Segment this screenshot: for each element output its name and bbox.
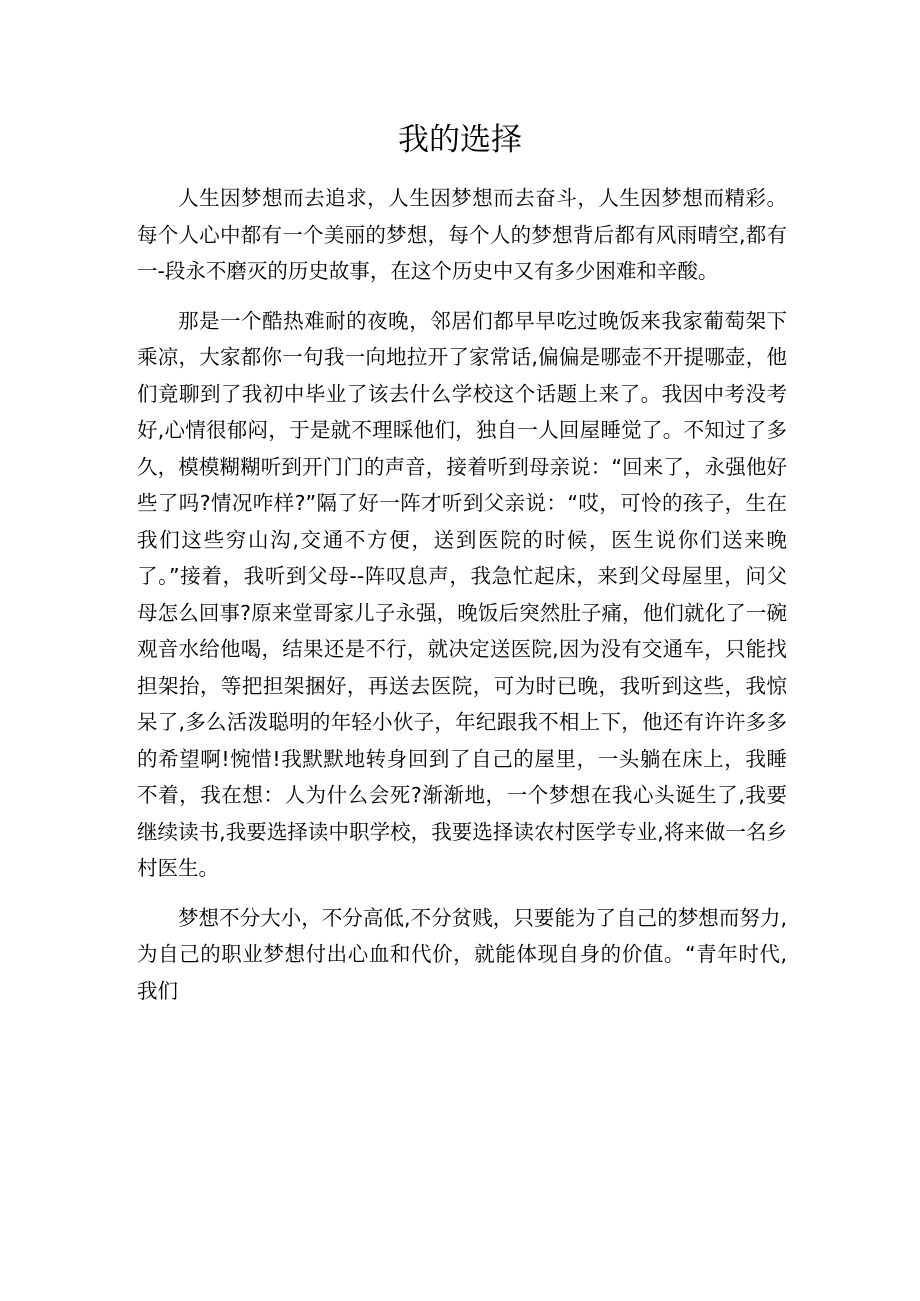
document-title: 我的选择 [398, 122, 522, 158]
document-body [137, 180, 787, 1022]
paragraph-2: 那是一个酷热难耐的夜晚，邻居们都早早吃过晚饭来我家葡萄架下乘凉，大家都你一句我一向地拉开了家常话,偏偏是哪壶不开提哪壶，他们竟聊到了我初中毕业了该去什么学校这个话题上来了。我因中考没考好,心情很郁闷，于是就不理睬他们，独自一人回屋睡觉了。不知过了多久，模模糊糊听到开门门的声音，接着听到母亲说：“回来了，永强他好些了吗?情况咋样?”隔了好一阵才听到父亲说：“哎，可怜的孩子，生在我们这些穷山沟,交通不方便，送到医院的时候，医生说你们送来晚了。”接着，我听到父母--阵叹息声，我急忙起床，来到父母屋里，问父母怎么回事?原来堂哥家儿子永强，晚饭后突然肚子痛，他们就化了一碗观音水给他喝，结果还是不行，就决定送医院,因为没有交通车，只能找担架抬，等把担架捆好，再送去医院，可为时已晚，我听到这些，我惊呆了,多么活泼聪明的年轻小伙子，年纪跟我不相上下，他还有许许多多的希望啊!惋惜!我默默地转身回到了自己的屋里，一头躺在床上，我睡不着，我在想：人为什么会死?渐渐地，一个梦想在我心头诞生了,我要继续读书,我要选择读中职学校，我要选择读农村医学专业,将来做一名乡村医生。 [137, 308, 787, 880]
paragraph-3: 梦想不分大小，不分高低,不分贫贱，只要能为了自己的梦想而努力,为自己的职业梦想付出心血和代价，就能体现自身的价值。“青年时代,我们 [137, 905, 787, 1003]
paragraph-1: 人生因梦想而去追求，人生因梦想而去奋斗，人生因梦想而精彩。每个人心中都有一个美丽的梦想，每个人的梦想背后都有风雨晴空,都有一-段永不磨灭的历史故事，在这个历史中又有多少困难和辛酸。 [137, 186, 787, 283]
